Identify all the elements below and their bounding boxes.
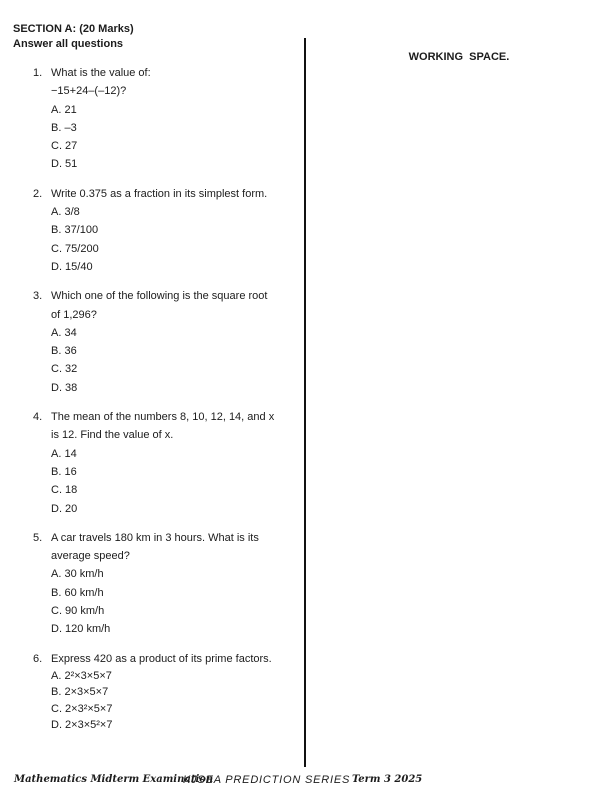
question-3: [33, 287, 298, 397]
question-1: [33, 64, 298, 174]
question-4: [33, 408, 298, 518]
section-header: [13, 22, 134, 52]
answer-option-a: A. 34: [51, 326, 77, 339]
answer-option-c: C. 18: [51, 484, 78, 497]
answer-option-d: D. 38: [51, 381, 78, 394]
question-number: 4.: [33, 411, 43, 424]
answer-option-b: B. 37/100: [51, 224, 99, 237]
answer-option-c: C. 32: [51, 363, 78, 376]
answer-option-a: A. 21: [51, 103, 77, 116]
question-body: [51, 529, 298, 639]
question-number: 5.: [33, 531, 43, 544]
footer-series-title: KJSEA PREDICTION SERIES: [183, 774, 351, 786]
question-number: 1.: [33, 67, 43, 79]
section-subtitle: Answer all questions: [13, 38, 124, 50]
answer-option-d: D. 20: [51, 502, 78, 515]
answer-option-c: C. 75/200: [51, 242, 99, 255]
question-text-line: Which one of the following is the square root: [51, 290, 268, 303]
answer-option-c: C. 27: [51, 140, 78, 153]
question-body: [51, 650, 298, 733]
footer-exam-title: Mathematics Midterm Examination: [14, 774, 214, 785]
answer-option-b: B. –3: [51, 121, 77, 134]
question-text-line: What is the value of:: [51, 67, 151, 79]
question-number: 6.: [33, 652, 43, 665]
question-body: [51, 287, 298, 397]
answer-option-a: A. 3/8: [51, 206, 80, 219]
answer-option-c: C. 2×3²×5×7: [51, 702, 113, 715]
question-text-line: is 12. Find the value of x.: [51, 429, 174, 442]
answer-option-d: D. 51: [51, 158, 78, 171]
question-text-line: The mean of the numbers 8, 10, 12, 14, and x: [51, 411, 275, 424]
section-title: SECTION A: (20 Marks): [13, 23, 134, 35]
question-6: [33, 650, 298, 733]
question-text-line: Express 420 as a product of its prime factors.: [51, 652, 272, 665]
answer-option-b: B. 16: [51, 465, 77, 478]
question-5: [33, 529, 298, 639]
footer-term: Term 3 2025: [352, 774, 423, 785]
question-2: [33, 185, 298, 276]
question-text-line: A car travels 180 km in 3 hours. What is its: [51, 531, 259, 544]
question-text-line: average speed?: [51, 550, 130, 563]
answer-option-b: B. 36: [51, 345, 77, 358]
question-number: 2.: [33, 187, 43, 200]
column-divider-line: [304, 38, 306, 767]
answer-option-d: D. 15/40: [51, 260, 93, 273]
question-text-line: −15+24–(–12)?: [51, 85, 127, 98]
answer-option-d: D. 2×3×5²×7: [51, 718, 113, 731]
working-space-heading: WORKING SPACE.: [408, 51, 510, 63]
answer-option-b: B. 2×3×5×7: [51, 686, 109, 699]
answer-option-d: D. 120 km/h: [51, 623, 111, 636]
question-text-line: Write 0.375 as a fraction in its simplest form.: [51, 187, 268, 200]
answer-option-c: C. 90 km/h: [51, 605, 105, 618]
answer-option-a: A. 14: [51, 447, 77, 460]
question-list: [33, 64, 298, 744]
question-body: [51, 408, 298, 518]
answer-option-b: B. 60 km/h: [51, 586, 104, 599]
question-number: 3.: [33, 290, 43, 303]
question-body: [51, 64, 298, 174]
answer-option-a: A. 30 km/h: [51, 568, 104, 581]
answer-option-a: A. 2²×3×5×7: [51, 669, 112, 682]
question-text-line: of 1,296?: [51, 308, 97, 321]
question-body: [51, 185, 298, 276]
